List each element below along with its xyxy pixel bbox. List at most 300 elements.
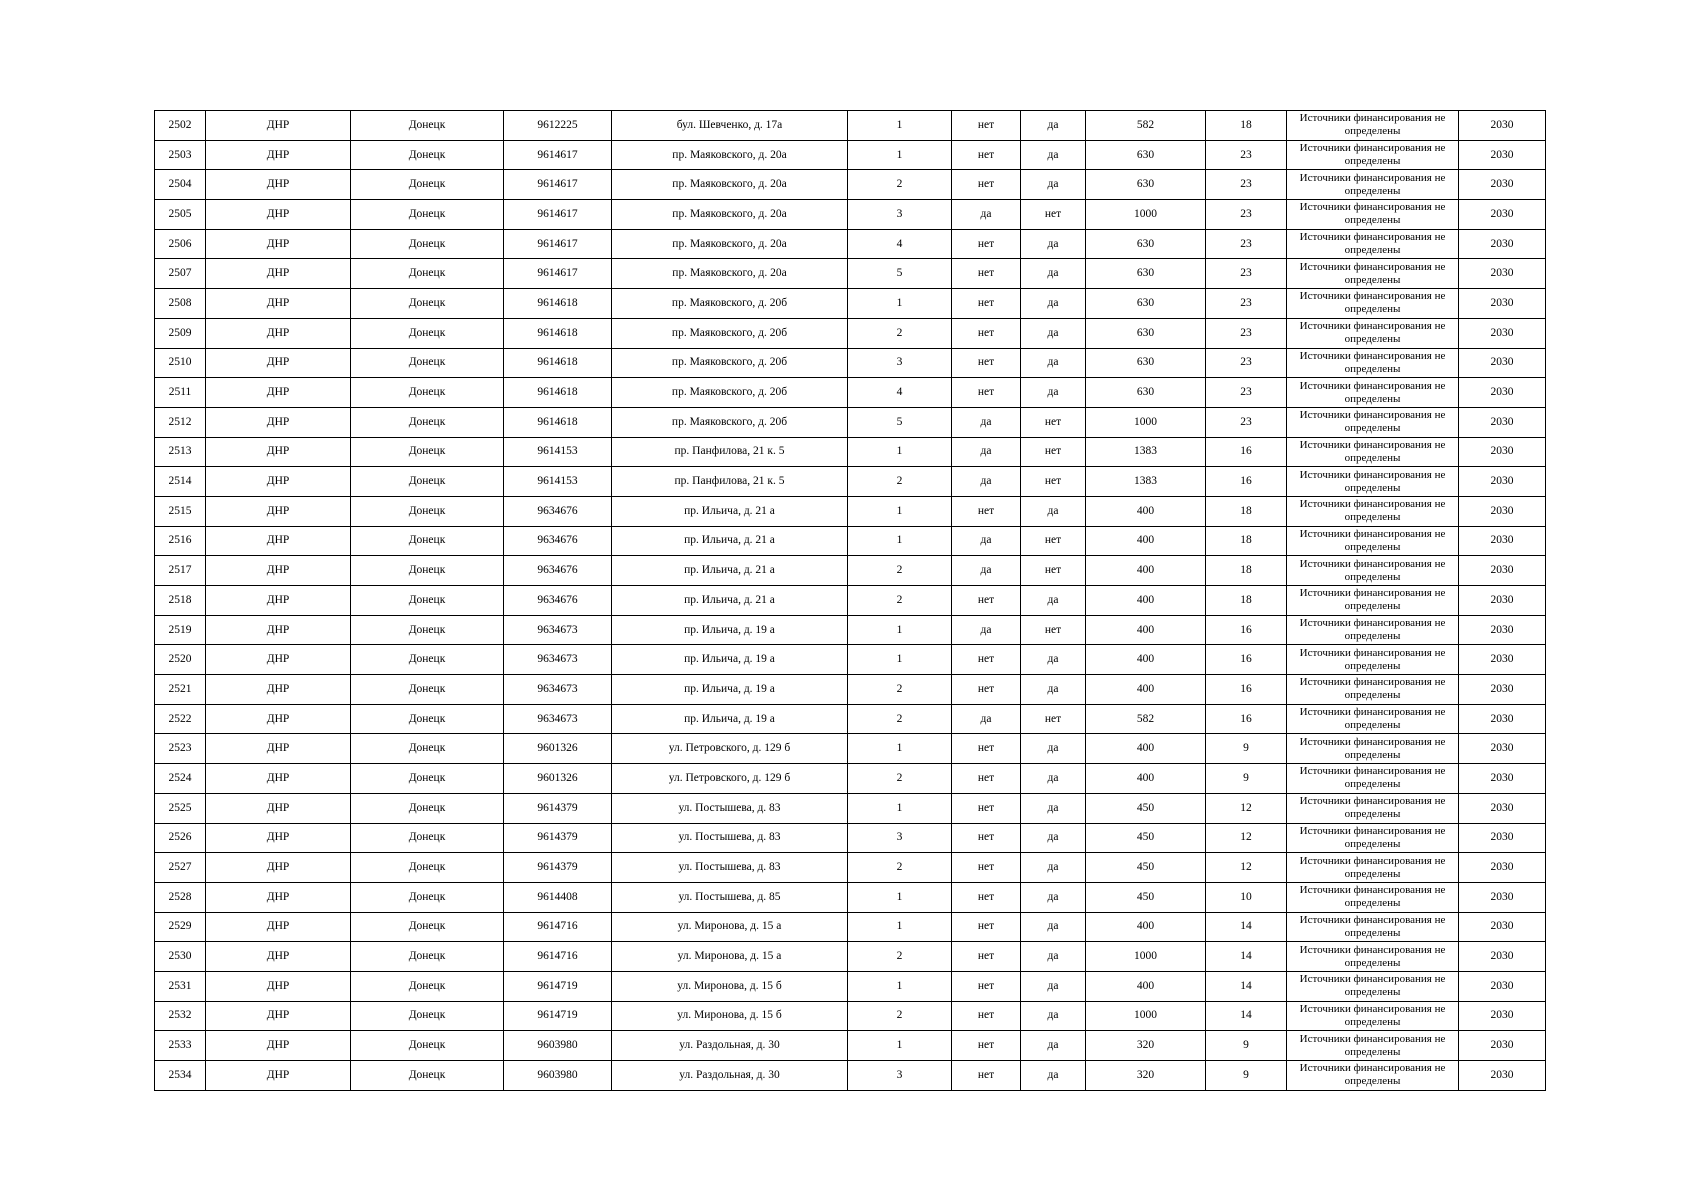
city-cell: Донецк: [351, 704, 504, 734]
floors-cell: 23: [1206, 407, 1287, 437]
address-cell: пр. Ильича, д. 19 а: [612, 675, 848, 705]
capacity-cell: 630: [1086, 318, 1206, 348]
funding-cell: Источники финансирования не определены: [1287, 971, 1459, 1001]
capacity-cell: 400: [1086, 912, 1206, 942]
floors-cell: 12: [1206, 853, 1287, 883]
funding-cell: Источники финансирования не определены: [1287, 467, 1459, 497]
entrance-cell: 1: [848, 882, 952, 912]
code-cell: 9603980: [504, 1031, 612, 1061]
floors-cell: 23: [1206, 259, 1287, 289]
region-cell: ДНР: [206, 437, 351, 467]
code-cell: 9634676: [504, 496, 612, 526]
entrance-cell: 4: [848, 378, 952, 408]
city-cell: Донецк: [351, 1001, 504, 1031]
year-cell: 2030: [1459, 853, 1546, 883]
replace-cell: нет: [952, 378, 1021, 408]
address-cell: пр. Панфилова, 21 к. 5: [612, 467, 848, 497]
city-cell: Донецк: [351, 407, 504, 437]
year-cell: 2030: [1459, 704, 1546, 734]
table-row: [155, 734, 1546, 764]
modernize-cell: да: [1021, 675, 1086, 705]
year-cell: 2030: [1459, 407, 1546, 437]
city-cell: Донецк: [351, 675, 504, 705]
modernize-cell: да: [1021, 378, 1086, 408]
table-row: [155, 793, 1546, 823]
funding-cell: Источники финансирования не определены: [1287, 645, 1459, 675]
table-row: [155, 853, 1546, 883]
capacity-cell: 450: [1086, 882, 1206, 912]
table-row: [155, 170, 1546, 200]
funding-cell: Источники финансирования не определены: [1287, 140, 1459, 170]
entrance-cell: 2: [848, 170, 952, 200]
modernize-cell: да: [1021, 942, 1086, 972]
modernize-cell: да: [1021, 1031, 1086, 1061]
capacity-cell: 582: [1086, 111, 1206, 141]
address-cell: ул. Постышева, д. 85: [612, 882, 848, 912]
table-row: [155, 289, 1546, 319]
modernize-cell: да: [1021, 259, 1086, 289]
entrance-cell: 1: [848, 645, 952, 675]
modernize-cell: да: [1021, 912, 1086, 942]
entrance-cell: 1: [848, 140, 952, 170]
floors-cell: 10: [1206, 882, 1287, 912]
address-cell: пр. Маяковского, д. 20а: [612, 140, 848, 170]
address-cell: ул. Миронова, д. 15 а: [612, 912, 848, 942]
code-cell: 9614617: [504, 200, 612, 230]
funding-cell: Источники финансирования не определены: [1287, 615, 1459, 645]
year-cell: 2030: [1459, 793, 1546, 823]
region-cell: ДНР: [206, 645, 351, 675]
city-cell: Донецк: [351, 556, 504, 586]
city-cell: Донецк: [351, 1031, 504, 1061]
capacity-cell: 630: [1086, 170, 1206, 200]
year-cell: 2030: [1459, 200, 1546, 230]
funding-cell: Источники финансирования не определены: [1287, 1061, 1459, 1091]
modernize-cell: нет: [1021, 407, 1086, 437]
table-row: [155, 971, 1546, 1001]
table-row: [155, 140, 1546, 170]
capacity-cell: 630: [1086, 289, 1206, 319]
modernize-cell: нет: [1021, 704, 1086, 734]
floors-cell: 23: [1206, 289, 1287, 319]
capacity-cell: 450: [1086, 793, 1206, 823]
year-cell: 2030: [1459, 615, 1546, 645]
funding-cell: Источники финансирования не определены: [1287, 1001, 1459, 1031]
modernize-cell: да: [1021, 348, 1086, 378]
region-cell: ДНР: [206, 971, 351, 1001]
row-number-cell: 2506: [155, 229, 206, 259]
region-cell: ДНР: [206, 111, 351, 141]
floors-cell: 12: [1206, 823, 1287, 853]
row-number-cell: 2502: [155, 111, 206, 141]
funding-cell: Источники финансирования не определены: [1287, 111, 1459, 141]
floors-cell: 14: [1206, 942, 1287, 972]
region-cell: ДНР: [206, 912, 351, 942]
replace-cell: нет: [952, 793, 1021, 823]
address-cell: пр. Маяковского, д. 20б: [612, 378, 848, 408]
floors-cell: 18: [1206, 556, 1287, 586]
year-cell: 2030: [1459, 942, 1546, 972]
floors-cell: 18: [1206, 111, 1287, 141]
capacity-cell: 400: [1086, 675, 1206, 705]
floors-cell: 23: [1206, 200, 1287, 230]
floors-cell: 14: [1206, 1001, 1287, 1031]
table-row: [155, 586, 1546, 616]
row-number-cell: 2519: [155, 615, 206, 645]
registry-body: [155, 111, 1546, 1091]
address-cell: ул. Постышева, д. 83: [612, 853, 848, 883]
capacity-cell: 450: [1086, 853, 1206, 883]
city-cell: Донецк: [351, 437, 504, 467]
table-row: [155, 556, 1546, 586]
code-cell: 9614379: [504, 793, 612, 823]
address-cell: пр. Ильича, д. 21 а: [612, 496, 848, 526]
floors-cell: 23: [1206, 348, 1287, 378]
city-cell: Донецк: [351, 734, 504, 764]
entrance-cell: 2: [848, 675, 952, 705]
address-cell: пр. Маяковского, д. 20а: [612, 200, 848, 230]
code-cell: 9614617: [504, 140, 612, 170]
code-cell: 9614719: [504, 971, 612, 1001]
region-cell: ДНР: [206, 526, 351, 556]
address-cell: пр. Ильича, д. 19 а: [612, 615, 848, 645]
entrance-cell: 5: [848, 407, 952, 437]
capacity-cell: 400: [1086, 645, 1206, 675]
entrance-cell: 2: [848, 556, 952, 586]
funding-cell: Источники финансирования не определены: [1287, 378, 1459, 408]
entrance-cell: 1: [848, 526, 952, 556]
entrance-cell: 1: [848, 111, 952, 141]
city-cell: Донецк: [351, 140, 504, 170]
row-number-cell: 2529: [155, 912, 206, 942]
year-cell: 2030: [1459, 971, 1546, 1001]
capacity-cell: 630: [1086, 229, 1206, 259]
region-cell: ДНР: [206, 942, 351, 972]
table-row: [155, 1031, 1546, 1061]
entrance-cell: 2: [848, 764, 952, 794]
table-row: [155, 1061, 1546, 1091]
modernize-cell: да: [1021, 586, 1086, 616]
modernize-cell: да: [1021, 853, 1086, 883]
replace-cell: нет: [952, 645, 1021, 675]
city-cell: Донецк: [351, 823, 504, 853]
code-cell: 9614618: [504, 407, 612, 437]
region-cell: ДНР: [206, 764, 351, 794]
address-cell: пр. Ильича, д. 19 а: [612, 704, 848, 734]
row-number-cell: 2507: [155, 259, 206, 289]
row-number-cell: 2514: [155, 467, 206, 497]
modernize-cell: да: [1021, 1061, 1086, 1091]
region-cell: ДНР: [206, 1061, 351, 1091]
replace-cell: нет: [952, 496, 1021, 526]
year-cell: 2030: [1459, 734, 1546, 764]
funding-cell: Источники финансирования не определены: [1287, 882, 1459, 912]
table-row: [155, 348, 1546, 378]
region-cell: ДНР: [206, 318, 351, 348]
floors-cell: 16: [1206, 615, 1287, 645]
region-cell: ДНР: [206, 289, 351, 319]
row-number-cell: 2531: [155, 971, 206, 1001]
year-cell: 2030: [1459, 348, 1546, 378]
replace-cell: нет: [952, 170, 1021, 200]
modernize-cell: да: [1021, 1001, 1086, 1031]
entrance-cell: 2: [848, 853, 952, 883]
row-number-cell: 2526: [155, 823, 206, 853]
row-number-cell: 2528: [155, 882, 206, 912]
region-cell: ДНР: [206, 348, 351, 378]
modernize-cell: да: [1021, 882, 1086, 912]
floors-cell: 18: [1206, 586, 1287, 616]
year-cell: 2030: [1459, 289, 1546, 319]
year-cell: 2030: [1459, 229, 1546, 259]
replace-cell: нет: [952, 675, 1021, 705]
capacity-cell: 320: [1086, 1061, 1206, 1091]
code-cell: 9634676: [504, 526, 612, 556]
table-row: [155, 764, 1546, 794]
city-cell: Донецк: [351, 229, 504, 259]
city-cell: Донецк: [351, 615, 504, 645]
modernize-cell: да: [1021, 170, 1086, 200]
row-number-cell: 2520: [155, 645, 206, 675]
floors-cell: 9: [1206, 1031, 1287, 1061]
floors-cell: 23: [1206, 229, 1287, 259]
funding-cell: Источники финансирования не определены: [1287, 229, 1459, 259]
funding-cell: Источники финансирования не определены: [1287, 289, 1459, 319]
code-cell: 9634673: [504, 704, 612, 734]
capacity-cell: 400: [1086, 971, 1206, 1001]
row-number-cell: 2532: [155, 1001, 206, 1031]
region-cell: ДНР: [206, 704, 351, 734]
capacity-cell: 450: [1086, 823, 1206, 853]
city-cell: Донецк: [351, 111, 504, 141]
funding-cell: Источники финансирования не определены: [1287, 734, 1459, 764]
code-cell: 9614716: [504, 912, 612, 942]
replace-cell: нет: [952, 942, 1021, 972]
region-cell: ДНР: [206, 1001, 351, 1031]
replace-cell: да: [952, 704, 1021, 734]
city-cell: Донецк: [351, 170, 504, 200]
city-cell: Донецк: [351, 793, 504, 823]
funding-cell: Источники финансирования не определены: [1287, 853, 1459, 883]
city-cell: Донецк: [351, 259, 504, 289]
row-number-cell: 2525: [155, 793, 206, 823]
code-cell: 9634676: [504, 586, 612, 616]
year-cell: 2030: [1459, 675, 1546, 705]
floors-cell: 16: [1206, 467, 1287, 497]
funding-cell: Источники финансирования не определены: [1287, 942, 1459, 972]
row-number-cell: 2530: [155, 942, 206, 972]
table-row: [155, 496, 1546, 526]
year-cell: 2030: [1459, 556, 1546, 586]
entrance-cell: 2: [848, 586, 952, 616]
modernize-cell: нет: [1021, 556, 1086, 586]
entrance-cell: 1: [848, 437, 952, 467]
table-row: [155, 467, 1546, 497]
floors-cell: 18: [1206, 496, 1287, 526]
replace-cell: нет: [952, 971, 1021, 1001]
region-cell: ДНР: [206, 407, 351, 437]
entrance-cell: 5: [848, 259, 952, 289]
region-cell: ДНР: [206, 853, 351, 883]
address-cell: пр. Ильича, д. 21 а: [612, 526, 848, 556]
replace-cell: нет: [952, 1001, 1021, 1031]
modernize-cell: да: [1021, 823, 1086, 853]
address-cell: ул. Раздольная, д. 30: [612, 1061, 848, 1091]
replace-cell: нет: [952, 289, 1021, 319]
row-number-cell: 2522: [155, 704, 206, 734]
replace-cell: да: [952, 615, 1021, 645]
floors-cell: 16: [1206, 645, 1287, 675]
entrance-cell: 2: [848, 942, 952, 972]
capacity-cell: 400: [1086, 734, 1206, 764]
row-number-cell: 2509: [155, 318, 206, 348]
table-row: [155, 259, 1546, 289]
code-cell: 9603980: [504, 1061, 612, 1091]
code-cell: 9614719: [504, 1001, 612, 1031]
row-number-cell: 2527: [155, 853, 206, 883]
code-cell: 9634673: [504, 615, 612, 645]
year-cell: 2030: [1459, 764, 1546, 794]
funding-cell: Источники финансирования не определены: [1287, 704, 1459, 734]
entrance-cell: 1: [848, 289, 952, 319]
year-cell: 2030: [1459, 912, 1546, 942]
region-cell: ДНР: [206, 378, 351, 408]
region-cell: ДНР: [206, 467, 351, 497]
code-cell: 9614379: [504, 823, 612, 853]
city-cell: Донецк: [351, 586, 504, 616]
region-cell: ДНР: [206, 882, 351, 912]
entrance-cell: 1: [848, 734, 952, 764]
region-cell: ДНР: [206, 1031, 351, 1061]
capacity-cell: 400: [1086, 764, 1206, 794]
code-cell: 9634673: [504, 675, 612, 705]
funding-cell: Источники финансирования не определены: [1287, 586, 1459, 616]
modernize-cell: да: [1021, 971, 1086, 1001]
row-number-cell: 2503: [155, 140, 206, 170]
entrance-cell: 2: [848, 318, 952, 348]
modernize-cell: да: [1021, 734, 1086, 764]
modernize-cell: нет: [1021, 526, 1086, 556]
floors-cell: 23: [1206, 318, 1287, 348]
floors-cell: 9: [1206, 1061, 1287, 1091]
code-cell: 9612225: [504, 111, 612, 141]
modernize-cell: да: [1021, 793, 1086, 823]
address-cell: пр. Ильича, д. 21 а: [612, 586, 848, 616]
code-cell: 9614617: [504, 229, 612, 259]
entrance-cell: 1: [848, 793, 952, 823]
entrance-cell: 2: [848, 1001, 952, 1031]
modernize-cell: да: [1021, 764, 1086, 794]
capacity-cell: 1383: [1086, 437, 1206, 467]
capacity-cell: 320: [1086, 1031, 1206, 1061]
entrance-cell: 2: [848, 467, 952, 497]
city-cell: Донецк: [351, 942, 504, 972]
region-cell: ДНР: [206, 170, 351, 200]
floors-cell: 23: [1206, 140, 1287, 170]
table-row: [155, 526, 1546, 556]
region-cell: ДНР: [206, 586, 351, 616]
row-number-cell: 2512: [155, 407, 206, 437]
replace-cell: да: [952, 526, 1021, 556]
year-cell: 2030: [1459, 496, 1546, 526]
year-cell: 2030: [1459, 586, 1546, 616]
floors-cell: 18: [1206, 526, 1287, 556]
row-number-cell: 2510: [155, 348, 206, 378]
capacity-cell: 1000: [1086, 1001, 1206, 1031]
capacity-cell: 1000: [1086, 407, 1206, 437]
year-cell: 2030: [1459, 1031, 1546, 1061]
city-cell: Донецк: [351, 971, 504, 1001]
floors-cell: 16: [1206, 675, 1287, 705]
city-cell: Донецк: [351, 496, 504, 526]
address-cell: пр. Маяковского, д. 20б: [612, 407, 848, 437]
address-cell: пр. Маяковского, д. 20б: [612, 289, 848, 319]
code-cell: 9614618: [504, 378, 612, 408]
address-cell: пр. Ильича, д. 21 а: [612, 556, 848, 586]
capacity-cell: 630: [1086, 259, 1206, 289]
row-number-cell: 2517: [155, 556, 206, 586]
replace-cell: нет: [952, 348, 1021, 378]
table-row: [155, 318, 1546, 348]
address-cell: пр. Маяковского, д. 20а: [612, 259, 848, 289]
modernize-cell: да: [1021, 496, 1086, 526]
capacity-cell: 1383: [1086, 467, 1206, 497]
city-cell: Донецк: [351, 1061, 504, 1091]
address-cell: ул. Миронова, д. 15 а: [612, 942, 848, 972]
funding-cell: Источники финансирования не определены: [1287, 823, 1459, 853]
funding-cell: Источники финансирования не определены: [1287, 496, 1459, 526]
year-cell: 2030: [1459, 882, 1546, 912]
capacity-cell: 400: [1086, 496, 1206, 526]
row-number-cell: 2524: [155, 764, 206, 794]
city-cell: Донецк: [351, 853, 504, 883]
funding-cell: Источники финансирования не определены: [1287, 1031, 1459, 1061]
address-cell: пр. Маяковского, д. 20а: [612, 229, 848, 259]
city-cell: Донецк: [351, 645, 504, 675]
year-cell: 2030: [1459, 111, 1546, 141]
code-cell: 9614617: [504, 259, 612, 289]
region-cell: ДНР: [206, 793, 351, 823]
address-cell: ул. Петровского, д. 129 б: [612, 734, 848, 764]
capacity-cell: 1000: [1086, 200, 1206, 230]
year-cell: 2030: [1459, 467, 1546, 497]
replace-cell: нет: [952, 586, 1021, 616]
city-cell: Донецк: [351, 526, 504, 556]
region-cell: ДНР: [206, 823, 351, 853]
address-cell: пр. Маяковского, д. 20а: [612, 170, 848, 200]
funding-cell: Источники финансирования не определены: [1287, 764, 1459, 794]
replace-cell: нет: [952, 140, 1021, 170]
funding-cell: Источники финансирования не определены: [1287, 407, 1459, 437]
city-cell: Донецк: [351, 882, 504, 912]
region-cell: ДНР: [206, 496, 351, 526]
year-cell: 2030: [1459, 437, 1546, 467]
year-cell: 2030: [1459, 170, 1546, 200]
modernize-cell: да: [1021, 111, 1086, 141]
year-cell: 2030: [1459, 823, 1546, 853]
capacity-cell: 630: [1086, 348, 1206, 378]
floors-cell: 9: [1206, 734, 1287, 764]
year-cell: 2030: [1459, 378, 1546, 408]
code-cell: 9601326: [504, 734, 612, 764]
floors-cell: 23: [1206, 378, 1287, 408]
city-cell: Донецк: [351, 764, 504, 794]
row-number-cell: 2504: [155, 170, 206, 200]
entrance-cell: 3: [848, 823, 952, 853]
replace-cell: нет: [952, 764, 1021, 794]
region-cell: ДНР: [206, 615, 351, 645]
address-cell: пр. Панфилова, 21 к. 5: [612, 437, 848, 467]
